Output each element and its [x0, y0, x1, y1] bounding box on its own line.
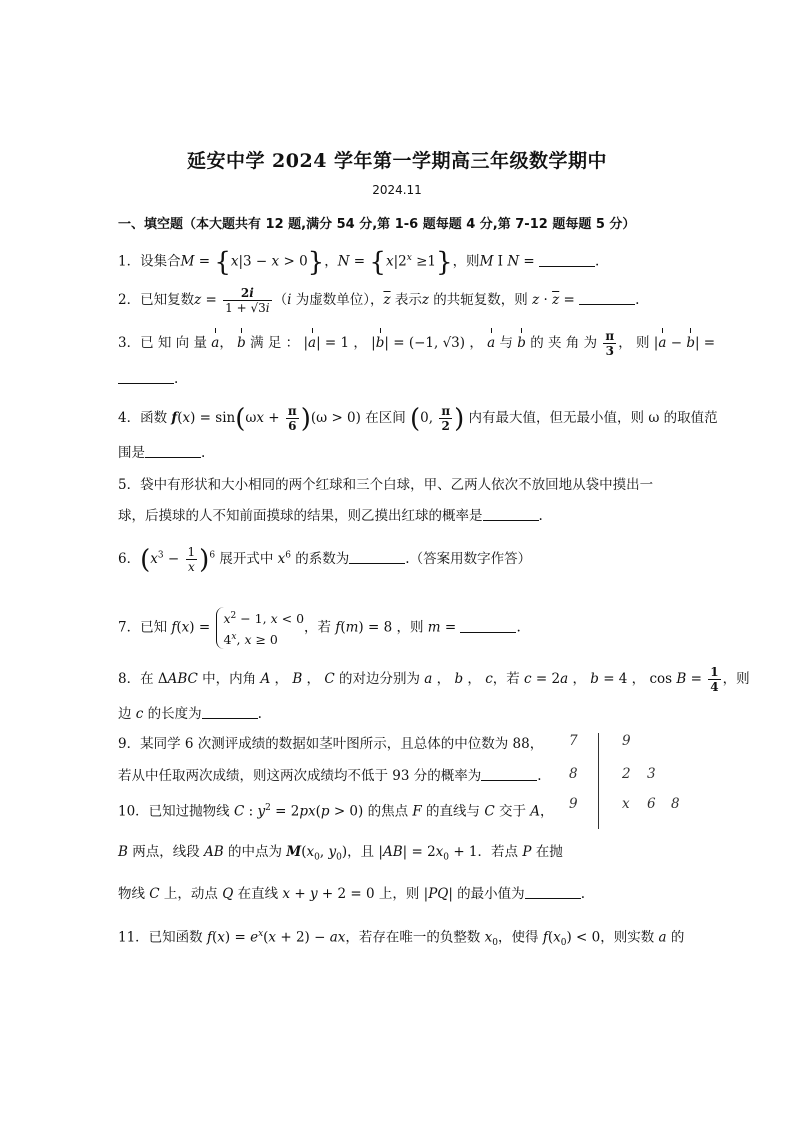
question-3: 3．已 知 向 量 a， b 满 足 ： |a| = 1 ， |b| = (−1, √3) ， a 与 b 的 夹 角 为 $\frac{\pi}{3}$ ， 则 |a − b| = [118, 329, 716, 358]
question-9: 9．某同学 6 次测评成绩的数据如茎叶图所示，且总体的中位数为 88， [118, 736, 544, 752]
leaf: 3 [647, 766, 656, 782]
question-7: 7．已知 f(x) = $x^2 - 1$, x < 0 4$^x$, x ≥ 0 ，若 f(m) = 8 ，则 m = . [118, 607, 521, 649]
question-9-cont: 若从中任取两次成绩，则这两次成绩均不低于 93 分的概率为 . [118, 768, 542, 784]
leaf: x [622, 796, 630, 812]
question-10-cont-2: 物线 C 上，动点 Q 在直线 x + y + 2 = 0 上，则 |PQ| 的最小值为 . [118, 886, 585, 902]
question-3-blank: . [118, 369, 178, 389]
stem-7: 7 [569, 733, 578, 749]
question-2: 2．已知复数z = $\frac{2i}{1 + √3i}$ （i 为虚数单位），$\overline{z}$ 表示z 的共轭复数，则 $z \cdot \overline{z}$ = . [118, 286, 640, 315]
question-5: 5．袋中有形状和大小相同的两个红球和三个白球，甲、乙两人依次不放回地从袋中摸出一 [118, 477, 654, 493]
leaf: 6 [647, 796, 656, 812]
question-4-cont: 围是 . [118, 445, 206, 461]
leaf: 9 [622, 733, 631, 749]
question-8: 8．在 ΔABC 中，内角 A ， B ， C 的对边分别为 a ， b ， c，若 c = 2a ， b = 4 ， cos B = $\frac{1}{4}$ ，则 [118, 665, 750, 694]
leaf: 2 [622, 766, 631, 782]
question-5-cont: 球，后摸球的人不知前面摸球的结果，则乙摸出红球的概率是 . [118, 508, 543, 524]
leaf: 8 [671, 796, 680, 812]
exam-date: 2024.11 [372, 183, 422, 197]
question-1: 1．设集合M = {x|3 − x > 0}，$N = \{x|2^x \ge 1\}$，则M I N = . [118, 247, 600, 278]
stem-leaf-divider [598, 733, 599, 829]
question-10: 10．已知过抛物线 C : $y^2 = 2px(p > 0)$ 的焦点 F 的直线与 C 交于 A， [118, 803, 554, 820]
question-8-cont: 边 c 的长度为 . [118, 706, 262, 722]
exam-title: 延安中学 2024 学年第一学期高三年级数学期中 [186, 150, 608, 172]
stem-9: 9 [569, 796, 578, 812]
question-11: 11．已知函数 $f(x) = e^x(x + 2)$ − ax，若存在唯一的负整数 $x_0$，使得 $f(x_0) < 0$，则实数 a 的 [118, 929, 685, 949]
question-10-cont-1: B 两点，线段 AB 的中点为 $M(x_0$, $y_0$)，且 $|AB| = 2x_0 + 1$．若点 P 在抛 [118, 844, 563, 863]
question-4: 4．函数 f(x) = sin(ωx + $\frac{\pi}{6}$ )(ω > 0) 在区间 (0, $\frac{\pi}{2}$ ) 内有最大值，但无最小值，则 ω 的取值范 [118, 404, 718, 434]
stem-leaf-plot [565, 733, 680, 829]
stem-8: 8 [569, 766, 578, 782]
section-header: 一、填空题（本大题共有 12 题,满分 54 分,第 1-6 题每题 4 分,第 7-12 题每题 5 分） [118, 217, 636, 232]
question-6: 6．($x^3$ − $\frac{1}{x}$ )$^6$ 展开式中 $x^6$ 的系数为 .（答案用数字作答） [118, 545, 532, 575]
